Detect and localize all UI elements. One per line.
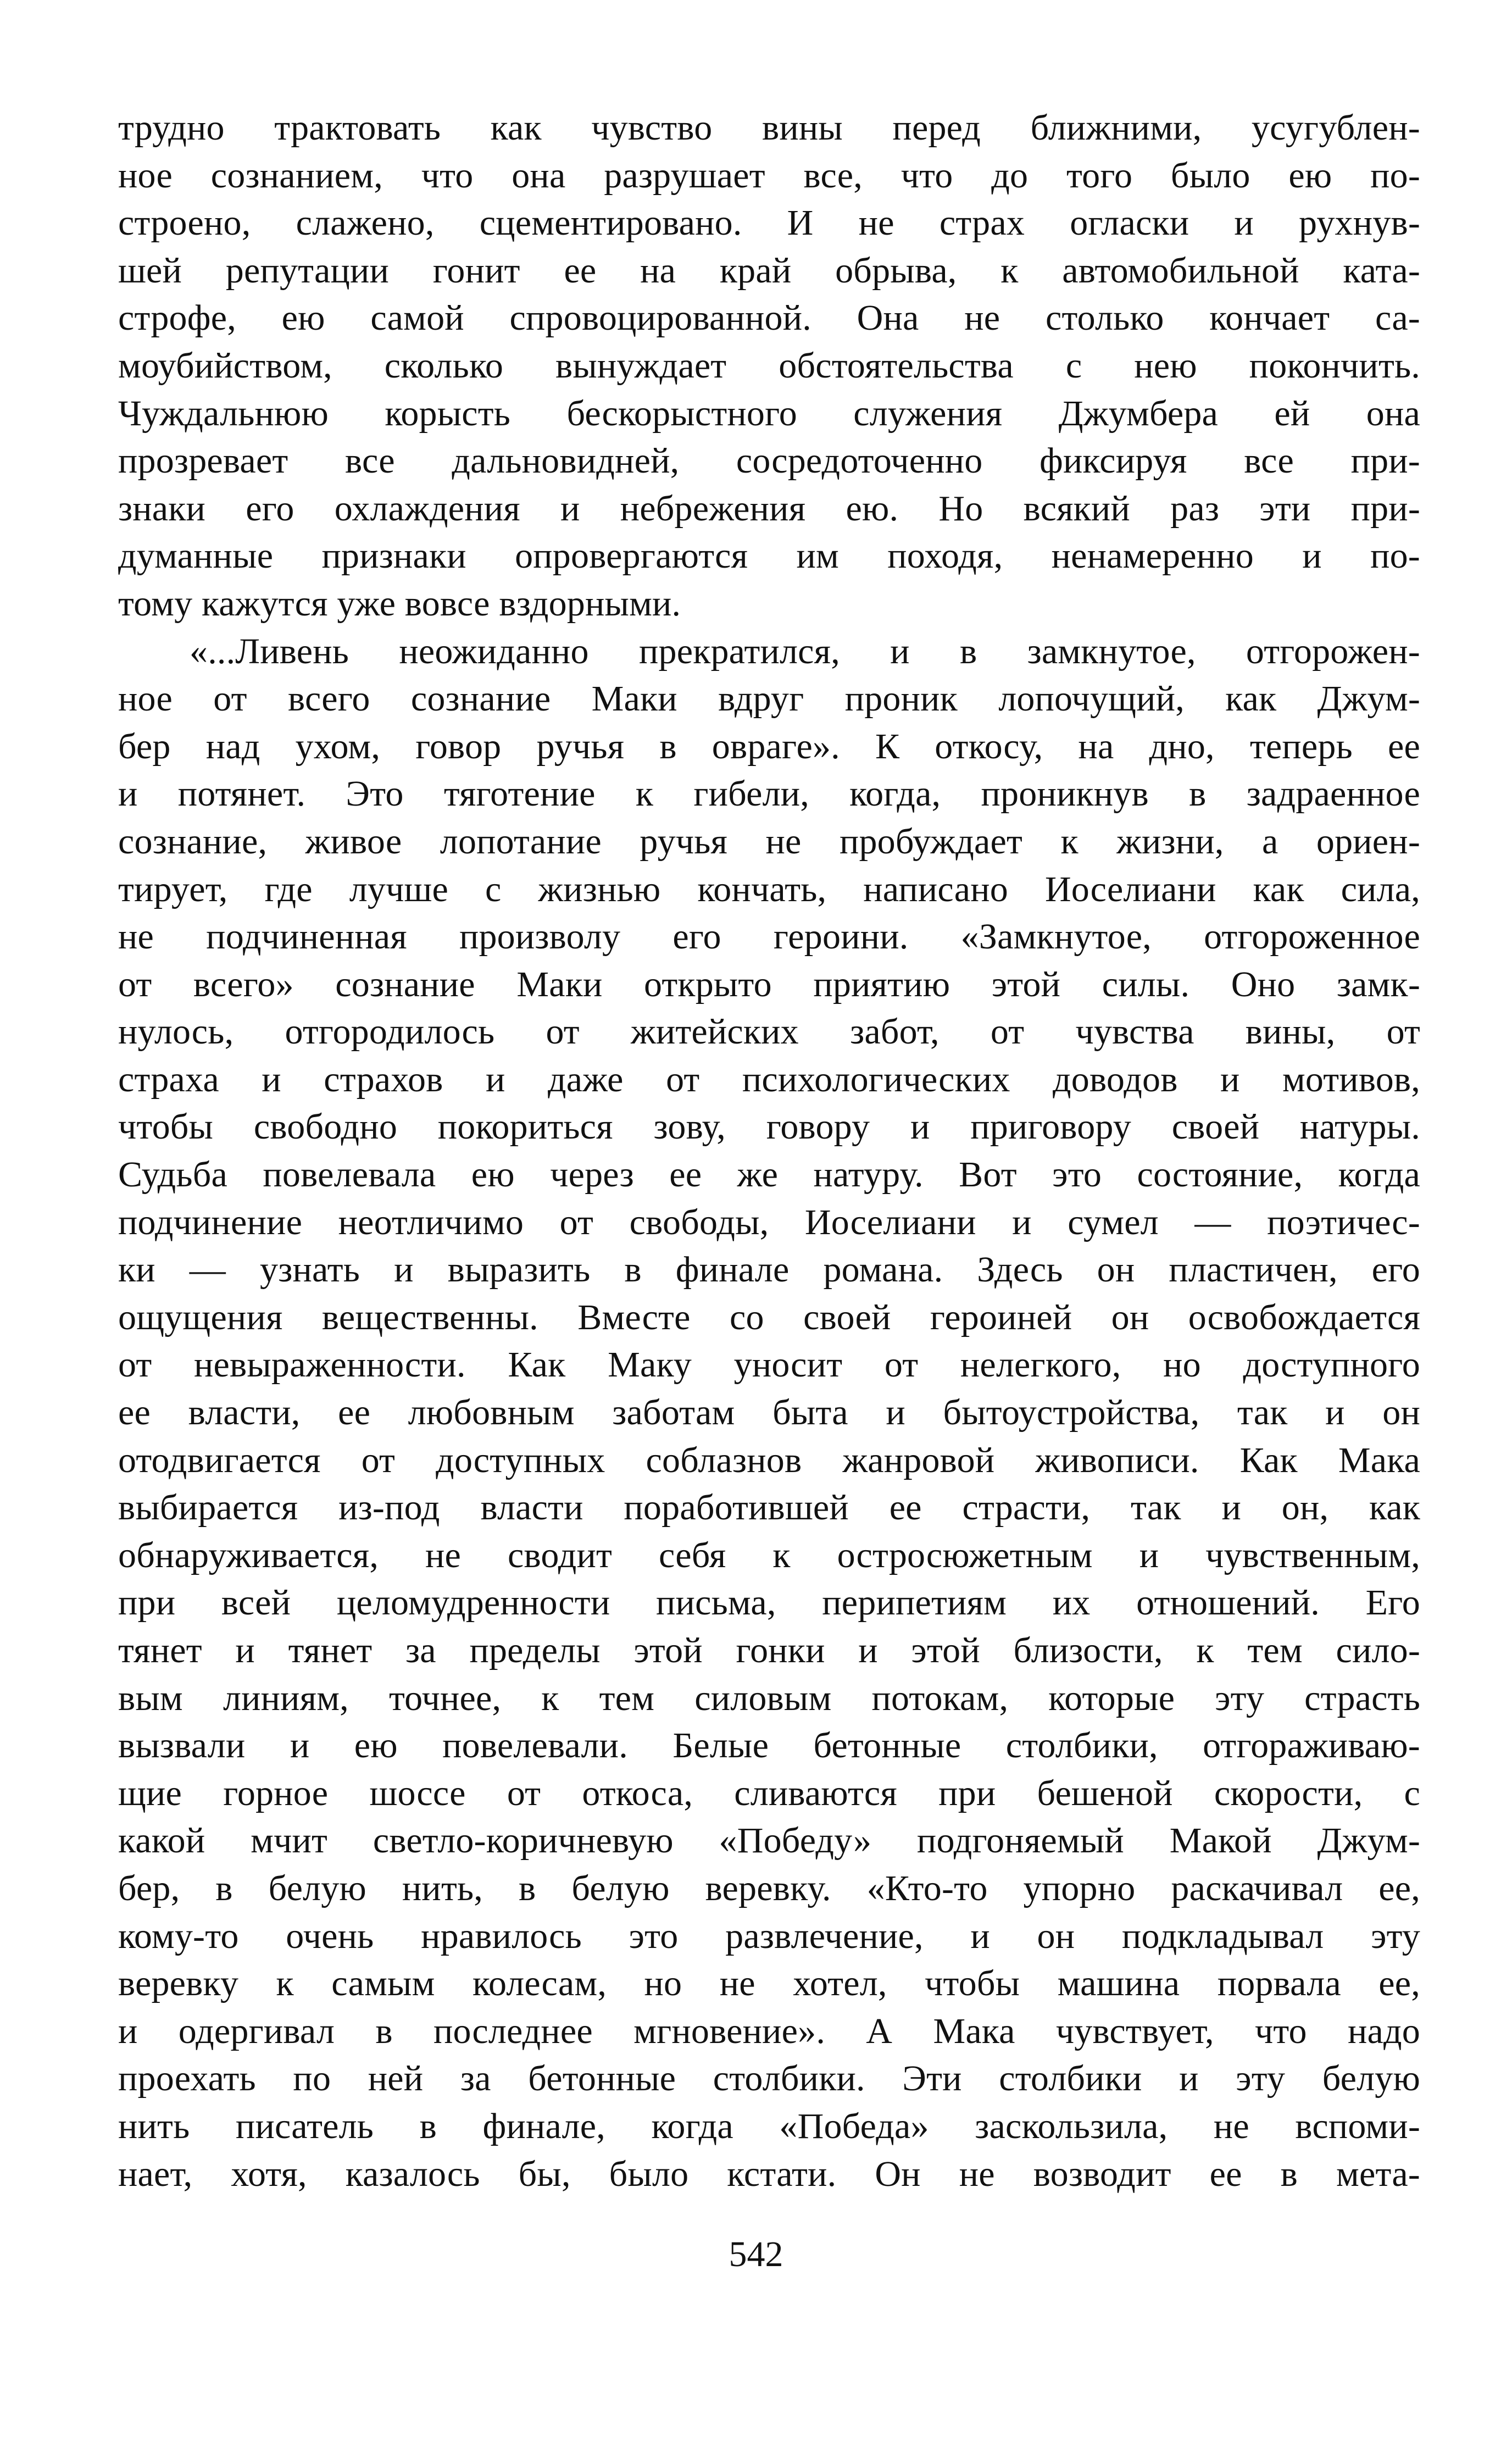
text-line: страха и страхов и даже от психологических доводов и мотивов, [118, 1059, 1420, 1100]
text-line: Судьба повелевала ею через ее же натуру. Вот это состояние, когда [118, 1154, 1420, 1195]
paragraph-end-line: тому кажутся уже вовсе вздорными. [118, 583, 681, 624]
text-line: ное сознанием, что она разрушает все, что до того было ею по- [118, 155, 1420, 196]
text-line: бер над ухом, говор ручья в овраге». К откосу, на дно, теперь ее [118, 726, 1420, 767]
text-line: тянет и тянет за пределы этой гонки и этой близости, к тем сило- [118, 1630, 1420, 1670]
text-line: вым линиям, точнее, к тем силовым потокам, которые эту страсть [118, 1678, 1420, 1718]
page-number: 542 [729, 2234, 783, 2274]
text-line: выбирается из-под власти поработившей ее страсти, так и он, как [118, 1487, 1420, 1528]
text-line: трудно трактовать как чувство вины перед ближними, усугублен- [118, 108, 1420, 148]
text-line: при всей целомудренности письма, перипетиям их отношений. Его [118, 1583, 1420, 1623]
text-line: вызвали и ею повелевали. Белые бетонные столбики, отгораживаю- [118, 1725, 1420, 1766]
text-line: думанные признаки опровергаются им походя, ненамеренно и по- [118, 536, 1420, 576]
text-line: ки — узнать и выразить в финале романа. Здесь он пластичен, его [118, 1250, 1420, 1290]
text-line: Чуждальнюю корысть бескорыстного служения Джумбера ей она [118, 393, 1420, 434]
text-line: обнаруживается, не сводит себя к остросюжетным и чувственным, [118, 1535, 1420, 1575]
text-line: ощущения вещественны. Вместе со своей героиней он освобождается [118, 1297, 1420, 1337]
body-text [118, 104, 1420, 2198]
text-line: нить писатель в финале, когда «Победа» заскользила, не вспоми- [118, 2106, 1420, 2146]
text-line: отодвигается от доступных соблазнов жанровой живописи. Как Мака [118, 1440, 1420, 1480]
text-line: бер, в белую нить, в белую веревку. «Кто-то упорно раскачивал ее, [118, 1868, 1420, 1908]
text-line: шей репутации гонит ее на край обрыва, к автомобильной ката- [118, 250, 1420, 291]
text-line: щие горное шоссе от откоса, сливаются при бешеной скорости, с [118, 1773, 1420, 1813]
text-line: и одергивал в последнее мгновение». А Мака чувствует, что надо [118, 2011, 1420, 2051]
text-line: тирует, где лучше с жизнью кончать, написано Иоселиани как сила, [118, 869, 1420, 909]
text-line: не подчиненная произволу его героини. «Замкнутое, отгороженное [118, 917, 1420, 957]
text-line: от невыраженности. Как Маку уносит от нелегкого, но доступного [118, 1345, 1420, 1385]
text-line: проехать по ней за бетонные столбики. Эти столбики и эту белую [118, 2058, 1420, 2099]
text-line: строфе, ею самой спровоцированной. Она не столько кончает са- [118, 298, 1420, 338]
text-line: веревку к самым колесам, но не хотел, чтобы машина порвала ее, [118, 1963, 1420, 2004]
paragraph-start-line: «...Ливень неожиданно прекратился, и в замкнутое, отгорожен- [190, 631, 1420, 671]
text-line: нает, хотя, казалось бы, было кстати. Он не возводит ее в мета- [118, 2153, 1420, 2194]
text-line: от всего» сознание Маки открыто приятию этой силы. Оно замк- [118, 964, 1420, 1004]
text-line: сознание, живое лопотание ручья не пробуждает к жизни, а ориен- [118, 821, 1420, 862]
text-line: моубийством, сколько вынуждает обстоятельства с нею покончить. [118, 345, 1420, 386]
text-line: строено, слажено, сцементировано. И не страх огласки и рухнув- [118, 203, 1420, 243]
text-line: нулось, отгородилось от житейских забот, от чувства вины, от [118, 1012, 1420, 1052]
text-line: прозревает все дальновидней, сосредоточенно фиксируя все при- [118, 441, 1420, 481]
text-line: какой мчит светло-коричневую «Победу» подгоняемый Макой Джум- [118, 1820, 1420, 1861]
text-line: кому-то очень нравилось это развлечение, и он подкладывал эту [118, 1916, 1420, 1956]
text-line: знаки его охлаждения и небрежения ею. Но всякий раз эти при- [118, 488, 1420, 529]
text-line: подчинение неотличимо от свободы, Иоселиани и сумел — поэтичес- [118, 1202, 1420, 1242]
text-line: чтобы свободно покориться зову, говору и приговору своей натуры. [118, 1107, 1420, 1147]
text-line: ное от всего сознание Маки вдруг проник лопочущий, как Джум- [118, 679, 1420, 719]
text-line: и потянет. Это тяготение к гибели, когда, проникнув в задраенное [118, 774, 1420, 814]
text-line: ее власти, ее любовным заботам быта и бытоустройства, так и он [118, 1392, 1420, 1433]
